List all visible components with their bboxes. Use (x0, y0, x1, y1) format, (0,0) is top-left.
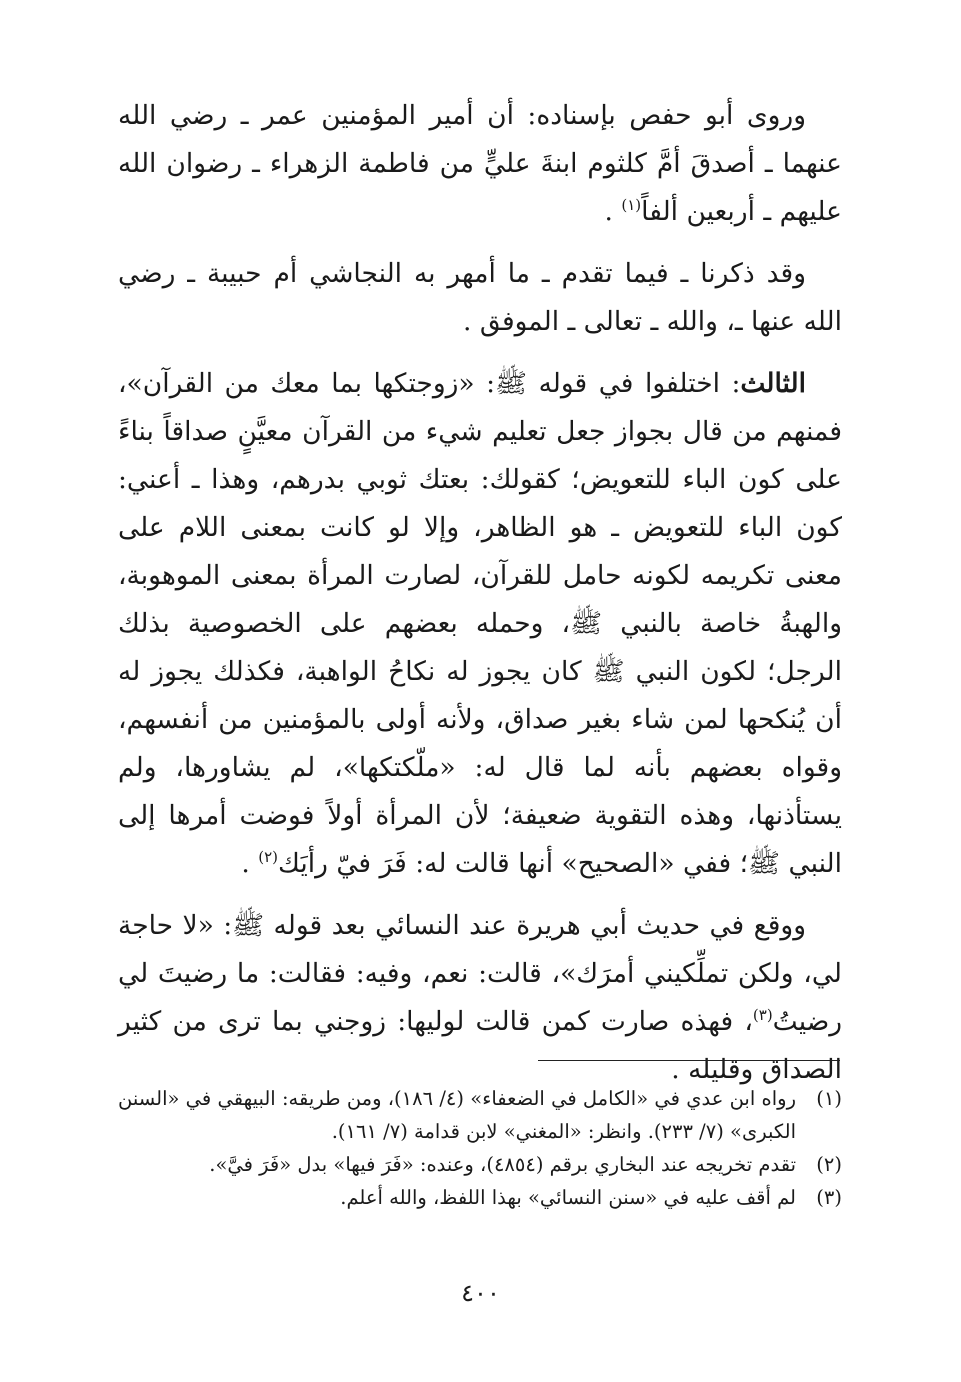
footnote-ref-3[interactable]: (٣) (752, 1006, 773, 1025)
footnote-3 (118, 1181, 842, 1214)
paragraph-text: ، فهذه صارت كمن قالت لوليها: زوجني بما ترى من كثير الصداق وقليله . (118, 1006, 842, 1085)
paragraph-text: وقد ذكرنا ـ فيما تقدم ـ ما أمهر به النجاشي أم حبيبة ـ رضي الله عنها ـ، والله ـ تعالى ـ الموفق . (118, 258, 842, 337)
footnote-number: (١) (816, 1087, 842, 1110)
section-heading-third: الثالث (740, 368, 806, 399)
main-text (118, 92, 842, 1108)
paragraph-text: . (241, 848, 259, 879)
footnotes (118, 1082, 842, 1214)
paragraph-text: ووقع في حديث أبي هريرة عند النسائي بعد قوله ﷺ: «لا حاجة لي، ولكن تملِّكيني أمرَك»، قالت: نعم، وفيه: فقالت: ما رضيتَ لي رضيتُ (118, 910, 842, 1037)
footnote-text: لم أقف عليه في «سنن النسائي» بهذا اللفظ، والله أعلم. (340, 1186, 796, 1209)
paragraph-3 (118, 360, 842, 888)
footnote-1 (118, 1082, 842, 1148)
footnote-ref-1[interactable]: (١) (621, 196, 642, 215)
footnote-ref-2[interactable]: (٢) (258, 848, 279, 867)
paragraph-text: : اختلفوا في قوله ﷺ: «زوجتكها بما معك من القرآن»، فمنهم من قال بجواز جعل تعليم شيء من القرآن معيَّنٍ صداقاً بناءً على كون الباء للتعويض؛ كقولك: بعتك ثوبي بدرهم، وهذا ـ أعني: كون الباء للتعويض ـ هو الظاهر، وإلا لو كانت بمعنى اللام على معنى تكريمه لكونه حامل للقرآن، لصارت المرأة بمعنى الموهوبة، والهبةُ خاصة بالنبي ﷺ، وحمله بعضهم على الخصوصية بذلك الرجل؛ لكون النبي ﷺ كان يجوز له نكاحُ الواهبة، فكذلك يجوز له أن يُنكحها لمن شاء بغير صداق، ولأنه أولى بالمؤمنين من أنفسهم، وقواه بعضهم بأنه لما قال له: «ملّكتكها»، لم يشاورها، ولم يستأذنها، وهذه التقوية ضعيفة؛ لأن المرأة أولاً فوضت أمرها إلى النبي ﷺ؛ ففي «الصحيح» أنها قالت له: فَرَ فيّ رأيَك (118, 368, 842, 879)
paragraph-4 (118, 902, 842, 1094)
footnote-2 (118, 1148, 842, 1181)
footnote-separator (538, 1060, 840, 1061)
paragraph-2 (118, 250, 842, 346)
paragraph-text: . (604, 196, 622, 227)
paragraph-text: وروى أبو حفص بإسناده: أن أمير المؤمنين عمر ـ رضي الله عنهما ـ أصدقَ أمَّ كلثوم ابنةَ عليٍّ من فاطمة الزهراء ـ رضوان الله عليهم ـ أربعين ألفاً (118, 100, 842, 227)
footnote-text: تقدم تخريجه عند البخاري برقم (٤٨٥٤)، وعنده: «فَرَ فيها» بدل «فَرَ فيَّ». (209, 1153, 796, 1176)
paragraph-1 (118, 92, 842, 236)
page-number: ٤٠٠ (461, 1279, 500, 1307)
footnote-text: رواه ابن عدي في «الكامل في الضعفاء» (٤/ ١٨٦)، ومن طريقه: البيهقي في «السنن الكبرى» (٧/ ٢٣٣). وانظر: «المغني» لابن قدامة (٧/ ١٦١). (118, 1087, 796, 1143)
footnote-number: (٢) (816, 1153, 842, 1176)
footnote-number: (٣) (816, 1186, 842, 1209)
